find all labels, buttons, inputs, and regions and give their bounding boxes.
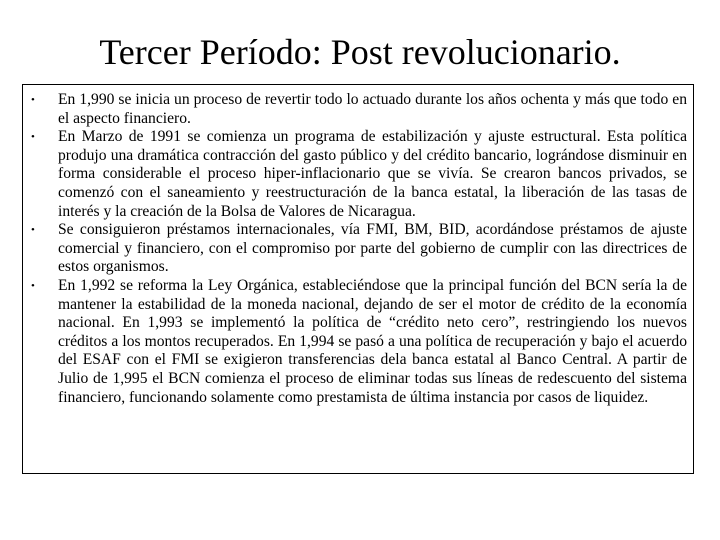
slide-title: Tercer Período: Post revolucionario. bbox=[99, 32, 621, 72]
content-box bbox=[22, 84, 694, 474]
bullet-text: En 1,992 se reforma la Ley Orgánica, estableciéndose que la principal función del BCN sería la de mantener la estabilidad de la moneda nacional, dejando de ser el motor de crédito de la economía nacional. En 1,993 se implementó la política de “crédito neto cero”, restringiendo los nuevos créditos a los montos recuperados. En 1,994 se pasó a una política de recuperación y bajo el acuerdo del ESAF con el FMI se exigieron transferencias dela banca estatal al Banco Central. A partir de Julio de 1,995 el BCN comienza el proceso de eliminar todas sus líneas de redescuento del sistema financiero, funcionando solamente como prestamista de última instancia por casos de liquidez. bbox=[58, 276, 687, 406]
bullet-list bbox=[23, 91, 693, 407]
bullet-point-icon: • bbox=[31, 279, 35, 292]
bullet-item bbox=[23, 277, 693, 407]
bullet-item bbox=[23, 128, 693, 221]
bullet-text: Se consiguieron préstamos internacionales, vía FMI, BM, BID, acordándose préstamos de ajuste comercial y financiero, con el compromiso por parte del gobierno de cumplir con las directrices de estos organismos. bbox=[58, 221, 687, 276]
bullet-text: En Marzo de 1991 se comienza un programa de estabilización y ajuste estructural. Esta política produjo una dramática contracción del gasto público y del crédito bancario, lográndose disminuir en forma considerable el proceso hiper-inflacionario que se vivía. Se crearon bancos privados, se comenzó con el saneamiento y reestructuración de la banca estatal, la liberación de las tasas de interés y la creación de la Bolsa de Valores de Nicaragua. bbox=[58, 128, 687, 220]
bullet-item bbox=[23, 221, 693, 277]
bullet-text: En 1,990 se inicia un proceso de revertir todo lo actuado durante los años ochenta y más que todo en el aspecto financiero. bbox=[58, 91, 687, 127]
bullet-point-icon: • bbox=[31, 94, 35, 106]
bullet-point-icon: • bbox=[31, 224, 35, 237]
bullet-item bbox=[23, 91, 693, 128]
bullet-point-icon: • bbox=[31, 131, 35, 144]
